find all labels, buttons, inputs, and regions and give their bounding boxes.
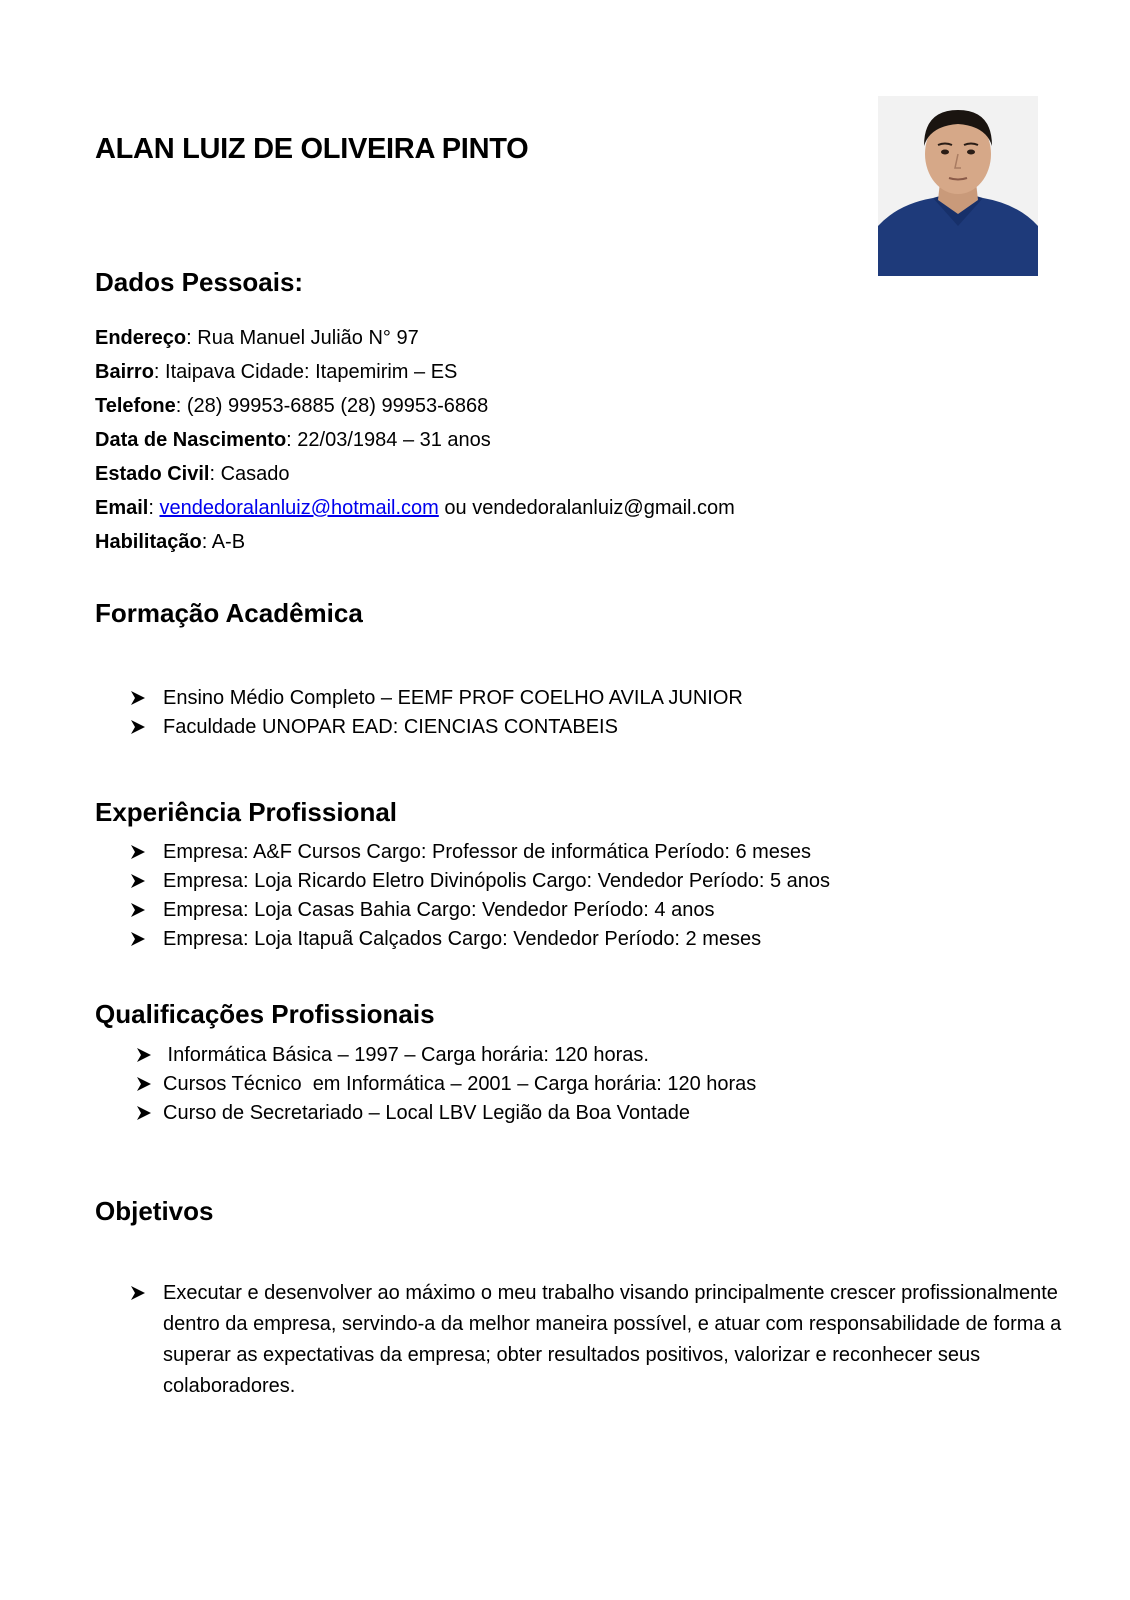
list-item <box>0 1101 1130 1125</box>
field-bairro <box>95 360 457 384</box>
arrowhead-bullet-icon <box>130 902 146 918</box>
field-label: Data de Nascimento <box>95 429 287 451</box>
arrowhead-bullet-icon <box>130 719 146 735</box>
list-item-text: Ensino Médio Completo – EEMF PROF COELHO AVILA JUNIOR <box>163 687 743 709</box>
section-title-dados-pessoais: Dados Pessoais: <box>95 267 304 297</box>
list-item-text: Empresa: Loja Casas Bahia Cargo: Vendedor Período: 4 anos <box>163 899 715 921</box>
field-email <box>95 496 735 520</box>
field-value: : 22/03/1984 – 31 anos <box>286 429 491 451</box>
field-value: : Rua Manuel Julião N° 97 <box>186 327 419 349</box>
list-item-text: Cursos Técnico em Informática – 2001 – Carga horária: 120 horas <box>163 1073 757 1095</box>
objetivos-paragraph: Executar e desenvolver ao máximo o meu trabalho visando principalmente crescer profissionalmente dentro da empresa, servindo-a da melhor maneira possível, e atuar com responsabilidade de forma a superar as expectativas da empresa; obter resultados positivos, valorizar e reconhecer seus colaboradores. <box>163 1282 1062 1397</box>
list-item-text: Informática Básica – 1997 – Carga horária: 120 horas. <box>162 1044 649 1066</box>
profile-photo-image <box>878 96 1038 276</box>
arrowhead-bullet-icon <box>136 1076 152 1092</box>
field-habilitacao <box>95 530 245 554</box>
arrowhead-bullet-icon <box>130 690 146 706</box>
list-item <box>0 1043 1130 1067</box>
list-item <box>0 686 1130 710</box>
list-item <box>0 715 1130 739</box>
section-title-formacao: Formação Acadêmica <box>95 598 363 628</box>
list-item-text: Empresa: Loja Ricardo Eletro Divinópolis Cargo: Vendedor Período: 5 anos <box>163 870 831 892</box>
field-data-nascimento <box>95 428 491 452</box>
field-label: Email <box>95 497 149 519</box>
list-item-text: Empresa: A&F Cursos Cargo: Professor de informática Período: 6 meses <box>163 841 812 863</box>
email-link[interactable]: vendedoralanluiz@hotmail.com <box>159 497 439 519</box>
list-item <box>0 869 1130 893</box>
field-value: : (28) 99953-6885 (28) 99953-6868 <box>175 395 489 417</box>
section-title-qualificacoes: Qualificações Profissionais <box>95 999 435 1029</box>
profile-photo <box>878 96 1038 276</box>
field-endereco <box>95 326 419 350</box>
arrowhead-bullet-icon <box>130 873 146 889</box>
arrowhead-bullet-icon <box>130 931 146 947</box>
field-label: Habilitação <box>95 531 202 553</box>
field-estado-civil <box>95 462 290 486</box>
field-separator: : <box>148 497 160 519</box>
list-item <box>0 898 1130 922</box>
list-item-text: Faculdade UNOPAR EAD: CIENCIAS CONTABEIS <box>163 716 618 738</box>
field-value: ou vendedoralanluiz@gmail.com <box>438 497 735 519</box>
field-value: : A-B <box>201 531 246 553</box>
section-title-objetivos: Objetivos <box>95 1196 214 1226</box>
arrowhead-bullet-icon <box>130 844 146 860</box>
section-title-experiencia: Experiência Profissional <box>95 797 398 827</box>
resume-name: ALAN LUIZ DE OLIVEIRA PINTO <box>95 133 529 165</box>
field-value: : Casado <box>209 463 290 485</box>
arrowhead-bullet-icon <box>136 1105 152 1121</box>
field-telefone <box>95 394 488 418</box>
field-label: Telefone <box>95 395 176 417</box>
list-item-text: Curso de Secretariado – Local LBV Legião da Boa Vontade <box>163 1102 691 1124</box>
field-label: Estado Civil <box>95 463 210 485</box>
arrowhead-bullet-icon <box>130 1285 146 1301</box>
arrowhead-bullet-icon <box>136 1047 152 1063</box>
list-item <box>0 840 1130 864</box>
field-value: : Itaipava Cidade: Itapemirim – ES <box>153 361 458 383</box>
field-label: Bairro <box>95 361 154 383</box>
list-item <box>0 927 1130 951</box>
field-label: Endereço <box>95 327 187 349</box>
list-item <box>0 1072 1130 1096</box>
list-item-text: Empresa: Loja Itapuã Calçados Cargo: Vendedor Período: 2 meses <box>163 928 762 950</box>
